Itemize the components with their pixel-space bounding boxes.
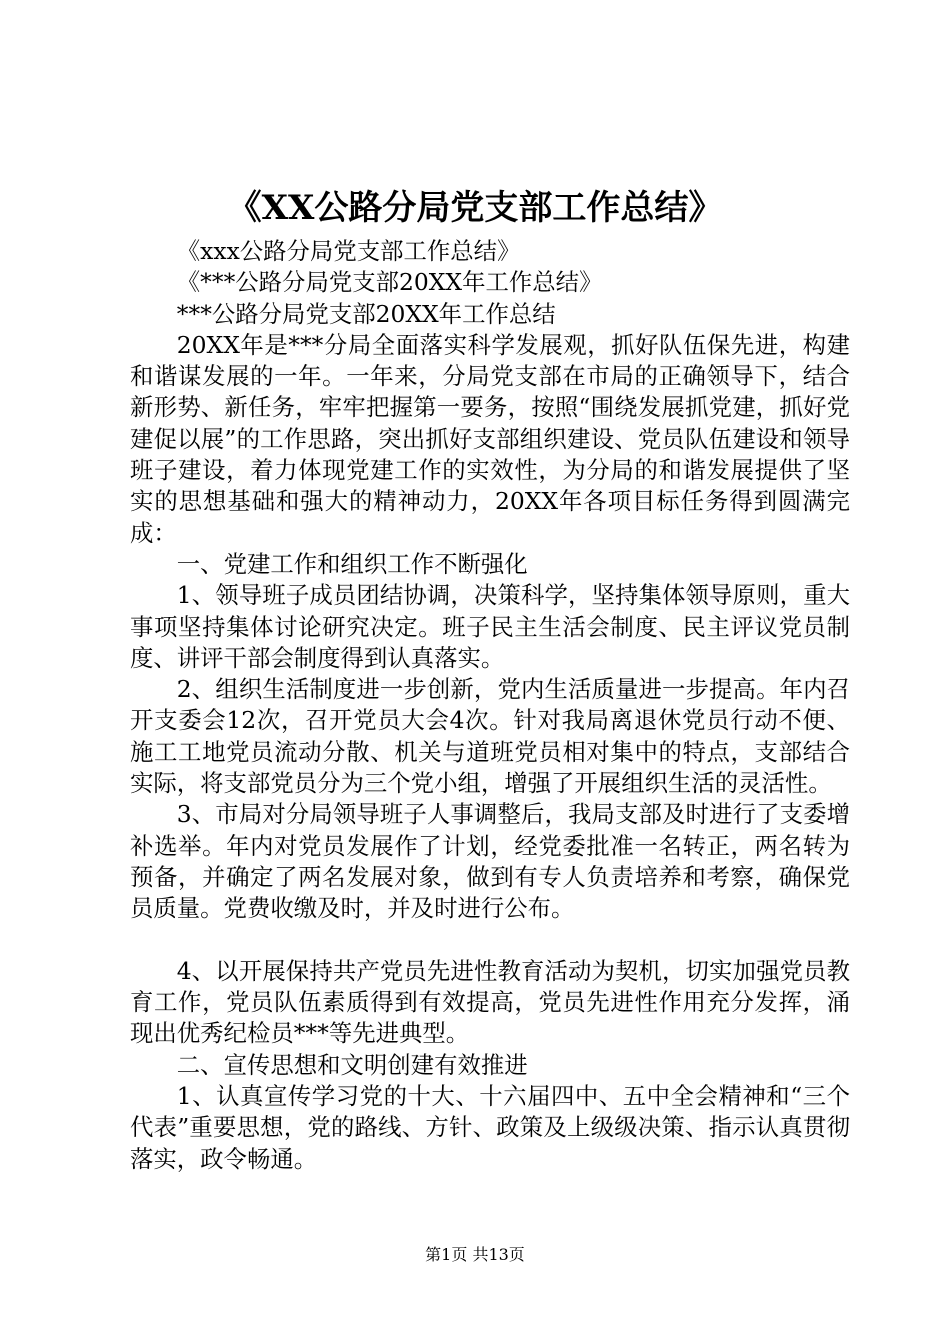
document-title: 《XX公路分局党支部工作总结》 xyxy=(227,188,723,228)
paragraph-item-1-1: 1、领导班子成员团结协调，决策科学，坚持集体领导原则，重大事项坚持集体讨论研究决定。班子民主生活会制度、民主评议党员制度、讲评干部会制度得到认真落实。 xyxy=(130,581,850,672)
section-heading-2: 二、宣传思想和文明创建有效推进 xyxy=(176,1050,528,1079)
paragraph-item-2-1: 1、认真宣传学习党的十大、十六届四中、五中全会精神和“三个代表”重要思想，党的路线、方针、政策及上级级决策、指示认真贯彻落实，政令畅通。 xyxy=(130,1082,850,1173)
paragraph-item-1-3: 3、市局对分局领导班子人事调整后，我局支部及时进行了支委增补选举。年内对党员发展作了计划，经党委批准一名转正，两名转为预备，并确定了两名发展对象，做到有专人负责培养和考察，确保党员质量。党费收缴及时，并及时进行公布。 xyxy=(130,800,850,923)
paragraph-subtitle-1: 《xxx公路分局党支部工作总结》 xyxy=(176,237,521,265)
paragraph-item-1-2: 2、组织生活制度进一步创新，党内生活质量进一步提高。年内召开支委会12次，召开党员大会4次。针对我局离退休党员行动不便、施工工地党员流动分散、机关与道班党员相对集中的特点，支部结合实际，将支部党员分为三个党小组，增强了开展组织生活的灵活性。 xyxy=(130,675,850,798)
paragraph-subtitle-3: ***公路分局党支部20XX年工作总结 xyxy=(176,299,556,328)
paragraph-subtitle-2: 《***公路分局党支部20XX年工作总结》 xyxy=(176,268,603,297)
document-body xyxy=(130,236,850,1175)
paragraph-item-1-4: 4、以开展保持共产党员先进性教育活动为契机，切实加强党员教育工作，党员队伍素质得到有效提高，党员先进性作用充分发挥，涌现出优秀纪检员***等先进典型。 xyxy=(130,956,850,1048)
paragraph-intro: 20XX年是***分局全面落实科学发展观，抓好队伍保先进，构建和谐谋发展的一年。一年来，分局党支部在市局的正确领导下，结合新形势、新任务，牢牢把握第一要务，按照“围绕发展抓党建，抓好党建促以展”的工作思路，突出抓好支部组织建设、党员队伍建设和领导班子建设，着力体现党建工作的实效性，为分局的和谐发展提供了坚实的思想基础和强大的精神动力，20XX年各项目标任务得到圆满完成： xyxy=(130,330,850,547)
page-footer: 第1页 共13页 xyxy=(425,1245,525,1264)
section-heading-1: 一、党建工作和组织工作不断强化 xyxy=(176,549,528,578)
